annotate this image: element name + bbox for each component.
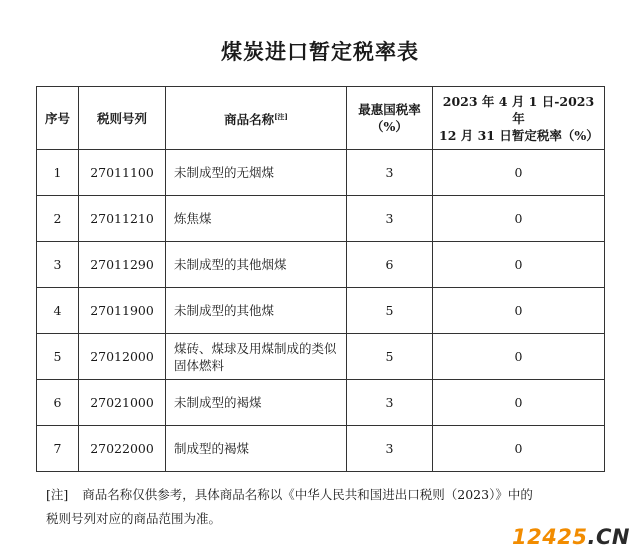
table-row bbox=[37, 242, 605, 288]
footnote-line-1 bbox=[46, 483, 606, 507]
cell-mfn: 3 bbox=[347, 380, 433, 426]
cell-code: 27012000 bbox=[79, 334, 166, 380]
cell-name: 未制成型的褐煤 bbox=[166, 380, 347, 426]
cell-mfn: 5 bbox=[347, 288, 433, 334]
cell-temp: 0 bbox=[433, 288, 605, 334]
cell-code: 27022000 bbox=[79, 426, 166, 472]
watermark-digits: 12425 bbox=[511, 525, 588, 549]
header-code: 税则号列 bbox=[79, 87, 166, 150]
header-name-note-marker: [注] bbox=[274, 111, 288, 121]
footnote-tag: [注] bbox=[46, 487, 69, 502]
cell-mfn: 3 bbox=[347, 150, 433, 196]
cell-code: 27011290 bbox=[79, 242, 166, 288]
table-row bbox=[37, 426, 605, 472]
cell-code: 27011900 bbox=[79, 288, 166, 334]
cell-temp: 0 bbox=[433, 426, 605, 472]
cell-seq: 3 bbox=[37, 242, 79, 288]
watermark-suffix: .CN bbox=[587, 525, 630, 549]
footnote-text-1: 商品名称仅供参考，具体商品名称以《中华人民共和国进出口税则（2023）》中的 bbox=[82, 487, 533, 502]
cell-name: 未制成型的其他煤 bbox=[166, 288, 347, 334]
cell-name: 煤砖、煤球及用煤制成的类似固体燃料 bbox=[166, 334, 347, 380]
cell-temp: 0 bbox=[433, 150, 605, 196]
page-title: 煤炭进口暂定税率表 bbox=[221, 39, 419, 64]
header-temp-line1: 2023 年 4 月 1 日-2023 年 bbox=[442, 93, 595, 126]
table-row bbox=[37, 150, 605, 196]
header-temp-rate bbox=[433, 87, 605, 150]
header-mfn-line2: （%） bbox=[371, 119, 408, 134]
table-row bbox=[37, 196, 605, 242]
cell-name: 炼焦煤 bbox=[166, 196, 347, 242]
table-row bbox=[37, 334, 605, 380]
cell-mfn: 3 bbox=[347, 426, 433, 472]
header-mfn-rate bbox=[347, 87, 433, 150]
cell-seq: 7 bbox=[37, 426, 79, 472]
cell-name: 未制成型的无烟煤 bbox=[166, 150, 347, 196]
cell-mfn: 3 bbox=[347, 196, 433, 242]
tariff-table bbox=[36, 86, 605, 472]
cell-seq: 4 bbox=[37, 288, 79, 334]
cell-mfn: 6 bbox=[347, 242, 433, 288]
footnote-text-2: 税则号列对应的商品范围为准。 bbox=[46, 511, 222, 526]
cell-seq: 2 bbox=[37, 196, 79, 242]
cell-seq: 5 bbox=[37, 334, 79, 380]
cell-code: 27011100 bbox=[79, 150, 166, 196]
cell-code: 27021000 bbox=[79, 380, 166, 426]
cell-code: 27011210 bbox=[79, 196, 166, 242]
table-row bbox=[37, 288, 605, 334]
cell-temp: 0 bbox=[433, 334, 605, 380]
cell-name: 未制成型的其他烟煤 bbox=[166, 242, 347, 288]
site-watermark-logo bbox=[512, 525, 630, 549]
table-row bbox=[37, 380, 605, 426]
header-temp-line2: 12 月 31 日暂定税率（%） bbox=[439, 127, 599, 143]
cell-seq: 1 bbox=[37, 150, 79, 196]
header-seq: 序号 bbox=[37, 87, 79, 150]
cell-name: 制成型的褐煤 bbox=[166, 426, 347, 472]
footnote bbox=[46, 483, 606, 531]
table-header-row bbox=[37, 87, 605, 150]
cell-temp: 0 bbox=[433, 196, 605, 242]
cell-temp: 0 bbox=[433, 242, 605, 288]
header-name-label: 商品名称 bbox=[224, 112, 275, 128]
header-name bbox=[166, 87, 347, 150]
cell-mfn: 5 bbox=[347, 334, 433, 380]
header-mfn-line1: 最惠国税率 bbox=[358, 102, 421, 117]
cell-temp: 0 bbox=[433, 380, 605, 426]
cell-seq: 6 bbox=[37, 380, 79, 426]
